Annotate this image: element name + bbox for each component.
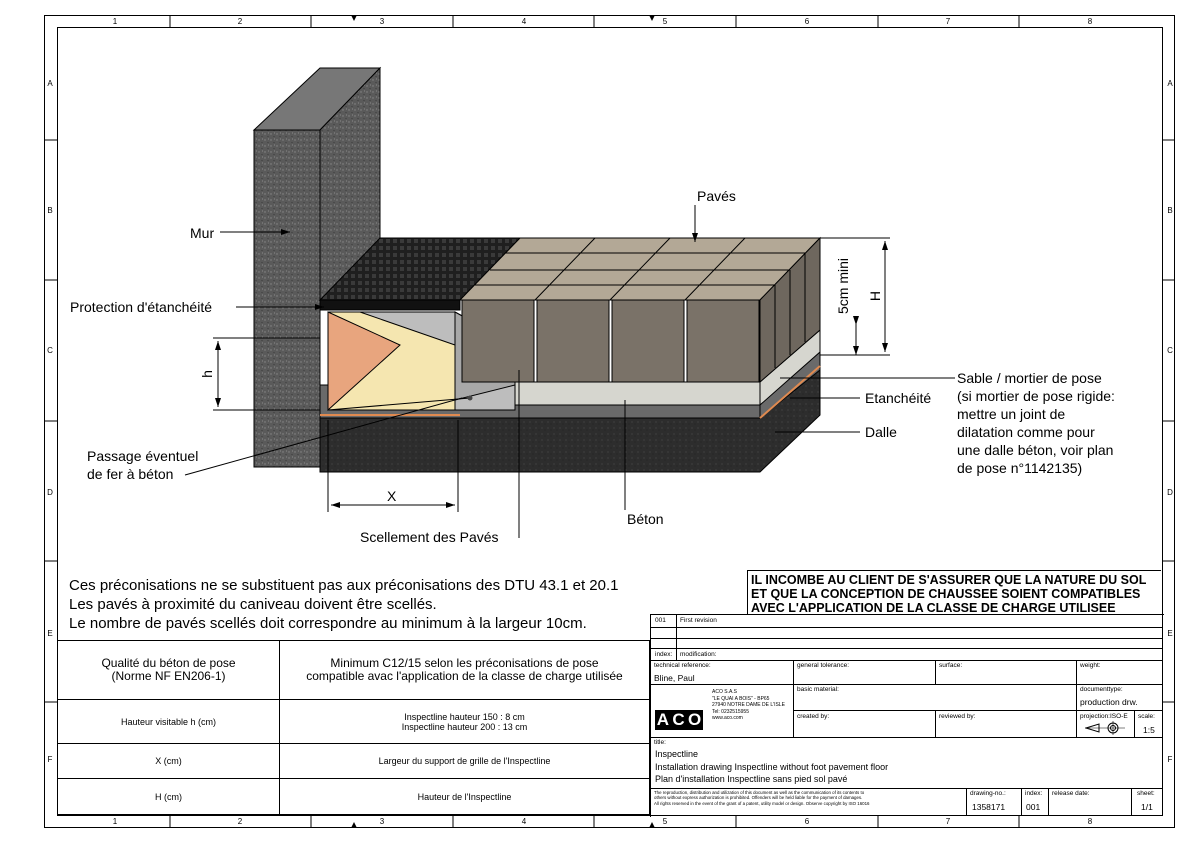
tech-ref-label: technical reference:	[654, 662, 711, 669]
doctype-value: production drw.	[1080, 697, 1138, 707]
zone-row-a: A	[47, 79, 53, 88]
zone-col-1: 1	[112, 17, 118, 26]
zone-col-8: 8	[1087, 17, 1093, 26]
created-by-label: created by:	[797, 713, 830, 720]
index2-label: index:	[1025, 790, 1043, 797]
label-sable-2: (si mortier de pose rigide:	[957, 388, 1115, 404]
tech-ref-value: Bline, Paul	[654, 673, 695, 683]
sheet-value: 1/1	[1141, 802, 1153, 812]
sheet-label: sheet:	[1137, 790, 1155, 797]
projection-symbol-icon	[1085, 721, 1125, 735]
zone-col-7: 7	[945, 17, 951, 26]
label-etancheite: Etanchéité	[865, 390, 932, 406]
title-line-1: Inspectline	[655, 749, 699, 759]
spec-cell: H (cm)	[58, 779, 280, 815]
label-paves: Pavés	[697, 188, 736, 204]
basic-material-label: basic material:	[797, 686, 839, 693]
pavers	[460, 238, 820, 382]
zone-col-4: 4	[521, 817, 527, 826]
spec-row	[58, 779, 650, 815]
drawing-no-value: 1358171	[972, 802, 1006, 812]
notes-block	[69, 576, 619, 633]
company-address-1: "LE QUAI A BOIS" - BP65	[712, 695, 770, 702]
zone-col-4: 4	[521, 17, 527, 26]
revision-index: 001	[655, 617, 666, 624]
label-passage: Passage éventuel	[87, 448, 199, 464]
company-address-2: 27940 NOTRE DAME DE L'ISLE	[712, 702, 785, 708]
zone-col-5: 5	[662, 817, 668, 826]
label-sable-block	[957, 369, 1115, 477]
label-H-dimension: H	[867, 290, 884, 302]
zone-row-b: B	[1167, 206, 1173, 215]
zone-row-d: D	[1167, 488, 1173, 497]
zone-row-a: A	[1167, 79, 1173, 88]
spec-row	[58, 744, 650, 779]
label-passage-2: de fer à béton	[87, 466, 174, 482]
spec-cell: Hauteur visitable h (cm)	[58, 700, 280, 744]
zone-col-7: 7	[945, 817, 951, 826]
spec-row	[58, 641, 650, 700]
zone-col-5: 5	[662, 17, 668, 26]
zone-row-c: C	[47, 346, 53, 355]
index-label: index:	[655, 651, 673, 658]
spec-cell: Inspectline hauteur 150 : 8 cm Inspectline hauteur 200 : 13 cm	[280, 700, 650, 744]
logo-letter: O	[688, 710, 702, 729]
warning-box	[747, 570, 1161, 615]
reviewed-by-label: reviewed by:	[939, 713, 976, 720]
legal-line-3: All rights reserved in the event of the grant of a patent, utility model or design. Observe copyright by ISO 16016	[654, 800, 870, 806]
label-protection: Protection d'étanchéité	[70, 299, 212, 315]
gen-tol-label: general tolerance:	[797, 662, 850, 669]
index2-value: 001	[1026, 802, 1041, 812]
note-3: Le nombre de pavés scellés doit correspondre au minimum à la largeur 10cm.	[69, 615, 587, 632]
spec-table	[57, 640, 650, 815]
label-sable-6: de pose n°1142135)	[957, 460, 1083, 476]
aco-logo	[655, 710, 703, 730]
note-1: Ces préconisations ne se substituent pas aux préconisations des DTU 43.1 et 20.1	[69, 577, 619, 594]
zone-row-c: C	[1167, 346, 1173, 355]
zone-col-6: 6	[804, 17, 810, 26]
label-wall: Mur	[190, 225, 215, 241]
logo-letter: C	[672, 710, 685, 729]
label-sable-3: mettre un joint de	[957, 406, 1066, 422]
warning-line-3: AVEC L'APPLICATION DE LA CLASSE DE CHARGE UTILISEE	[751, 601, 1116, 615]
label-5cm-mini: 5cm mini	[835, 257, 852, 315]
scale-label: scale:	[1138, 713, 1155, 720]
company-tel: Tel: 0232515955	[712, 708, 749, 715]
legal-notice	[654, 790, 870, 806]
company-name: ACO S.A.S	[712, 689, 738, 695]
release-date-label: release date:	[1052, 790, 1090, 797]
label-h-dimension: h	[198, 370, 215, 378]
zone-row-b: B	[47, 206, 53, 215]
drawing-no-label: drawing-no.:	[970, 790, 1006, 797]
warning-line-1: IL INCOMBE AU CLIENT DE S'ASSURER QUE LA NATURE DU SOL	[751, 573, 1147, 587]
surface-label: surface:	[939, 662, 963, 669]
label-sable-5: une dalle béton, voir plan	[957, 442, 1114, 458]
title-line-2: Installation drawing Inspectline without foot pavement floor	[655, 761, 889, 772]
spec-cell: X (cm)	[58, 744, 280, 779]
spec-row	[58, 700, 650, 744]
label-x-dimension: X	[387, 488, 397, 504]
legal-line-1: The reproduction, distribution and utilization of this document as well as the communication of its contents to	[654, 790, 865, 795]
zone-col-2: 2	[237, 817, 243, 826]
spec-cell: Minimum C12/15 selon les préconisations de pose compatible avac l'application de la classe de charge utilisée	[280, 641, 650, 700]
weight-label: weight:	[1080, 662, 1101, 669]
zone-col-8: 8	[1087, 817, 1093, 826]
company-web: www.aco.com	[712, 715, 743, 721]
legal-line-2: others without express authorization is prohibited. Offenders will be held liable for the payment of damages.	[654, 795, 863, 801]
company-info	[712, 689, 785, 722]
warning-line-2: ET QUE LA CONCEPTION DE CHAUSSEE SOIENT COMPATIBLES	[751, 587, 1141, 601]
zone-col-3: 3	[379, 817, 385, 826]
zone-row-f: F	[47, 755, 53, 764]
zone-row-f: F	[1167, 755, 1173, 764]
label-sable-1: Sable / mortier de pose	[957, 370, 1102, 386]
spec-cell: Hauteur de l'Inspectline	[280, 779, 650, 815]
zone-col-6: 6	[804, 817, 810, 826]
zone-row-e: E	[47, 629, 53, 638]
title-line-3: Plan d'installation Inspectline sans pied sol pavé	[655, 774, 848, 784]
modification-label: modification:	[680, 651, 717, 658]
note-2: Les pavés à proximité du caniveau doivent être scellés.	[69, 596, 437, 613]
zone-col-2: 2	[237, 17, 243, 26]
title-text	[655, 748, 888, 786]
spec-cell: Qualité du béton de pose (Norme NF EN206-1)	[58, 641, 280, 700]
spec-cell: Largeur du support de grille de l'Inspectline	[280, 744, 650, 779]
label-scellement: Scellement des Pavés	[360, 529, 499, 545]
label-dalle: Dalle	[865, 424, 897, 440]
zone-col-3: 3	[379, 17, 385, 26]
projection-label: projection:ISO-E	[1080, 713, 1128, 720]
zone-row-e: E	[1167, 629, 1173, 638]
label-beton: Béton	[627, 511, 664, 527]
doctype-label: documenttype:	[1080, 686, 1123, 693]
label-sable-4: dilatation comme pour	[957, 424, 1095, 440]
title-label: title:	[654, 739, 666, 746]
logo-letter: A	[656, 710, 669, 729]
zone-row-d: D	[47, 488, 53, 497]
revision-text: First revision	[680, 617, 717, 624]
scale-value: 1:5	[1143, 725, 1155, 735]
zone-col-1: 1	[112, 817, 118, 826]
